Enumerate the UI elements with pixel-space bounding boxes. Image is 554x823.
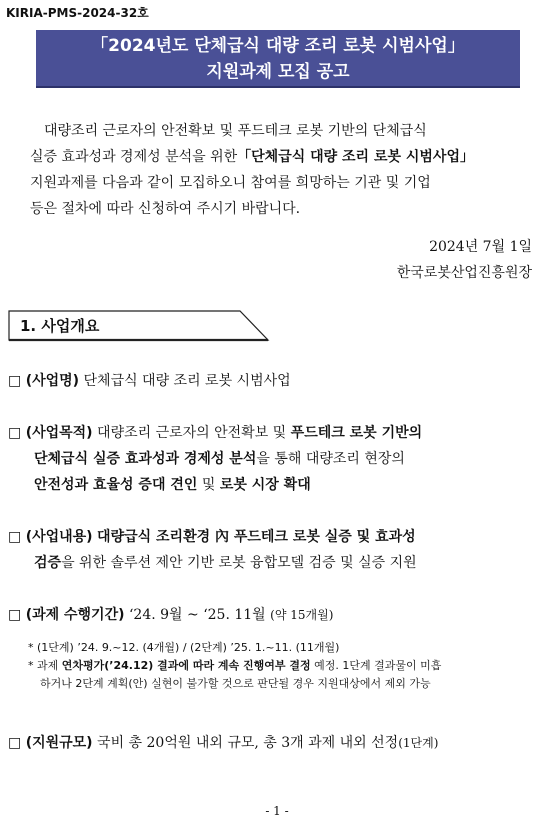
issuing-organization: 한국로봇산업진흥원장 <box>396 265 532 281</box>
item-key: (지원규모) <box>25 735 93 751</box>
period-note-3: 하거나 2단계 계획(안) 실현이 불가할 것으로 판단될 경우 지원대상에서 제외 가능 <box>40 677 431 690</box>
title-line-2: 지원과제 모집 공고 <box>206 62 350 82</box>
item-line <box>8 524 536 550</box>
item-text: 대량조리 근로자의 안전확보 및 <box>97 425 287 441</box>
item-key: (사업내용) <box>25 529 93 545</box>
overview-item-name <box>8 368 536 394</box>
page-number: - 1 - <box>265 804 289 818</box>
checkbox-icon: □ <box>8 373 22 389</box>
period-note-2 <box>28 657 540 674</box>
checkbox-icon: □ <box>8 735 22 751</box>
item-text: 및 <box>201 477 216 493</box>
item-highlight: 안전성과 효율성 증대 견인 <box>34 477 198 493</box>
item-text: 을 위한 솔루션 제안 기반 로봇 융합모델 검증 및 실증 지원 <box>61 555 417 571</box>
section-header <box>8 310 268 340</box>
checkbox-icon: □ <box>8 425 22 441</box>
item-text: 을 통해 대량조리 현장의 <box>256 451 405 467</box>
item-line <box>8 550 536 576</box>
intro-line: 지원과제를 다음과 같이 모집하오니 참여를 희망하는 기관 및 기업 <box>30 175 431 191</box>
intro-highlight: 「단체급식 대량 조리 로봇 시범사업」 <box>237 149 474 165</box>
checkbox-icon: □ <box>8 529 22 545</box>
intro-line: 대량조리 근로자의 안전확보 및 푸드테크 로봇 기반의 단체급식 <box>44 123 427 139</box>
title-line-1: 「2024년도 단체급식 대량 조리 로봇 시범사업」 <box>91 36 465 56</box>
item-text: ‘24. 9월 ~ ‘25. 11월 <box>128 607 266 623</box>
item-line <box>8 472 536 498</box>
item-subtext: (1단계) <box>398 736 439 750</box>
note-text: * 과제 <box>28 659 59 672</box>
overview-item-content <box>8 524 536 576</box>
section-title: 1. 사업개요 <box>20 317 100 335</box>
intro-paragraph <box>30 118 530 222</box>
item-highlight: 단체급식 실증 효과성과 경제성 분석 <box>34 451 257 467</box>
item-highlight: 대량급식 조리환경 內 푸드테크 로봇 실증 및 효과성 <box>97 529 416 545</box>
note-highlight: 연차평가(’24.12) 결과에 따라 계속 진행여부 결정 <box>61 659 311 672</box>
announcement-date: 2024년 7월 1일 <box>429 239 532 255</box>
item-key: (과제 수행기간) <box>25 607 125 623</box>
period-note-1: * (1단계) ’24. 9.~12. (4개월) / (2단계) ’25. 1.~11. (11개월) <box>28 641 340 654</box>
item-key: (사업명) <box>25 373 80 389</box>
item-line <box>8 446 536 472</box>
intro-line: 등은 절차에 따라 신청하여 주시기 바랍니다. <box>30 201 301 217</box>
item-line <box>8 420 536 446</box>
item-highlight: 로봇 시장 확대 <box>219 477 311 493</box>
item-highlight: 푸드테크 로봇 기반의 <box>290 425 423 441</box>
item-text: 국비 총 20억원 내외 규모, 총 3개 과제 내외 선정 <box>97 735 399 751</box>
item-key: (사업목적) <box>25 425 93 441</box>
overview-item-purpose <box>8 420 536 498</box>
checkbox-icon: □ <box>8 607 22 623</box>
intro-line <box>30 144 530 170</box>
item-subtext: (약 15개월) <box>270 608 334 622</box>
overview-item-scale <box>8 730 536 756</box>
item-highlight: 검증 <box>34 555 62 571</box>
intro-text: 실증 효과성과 경제성 분석을 위한 <box>30 149 238 165</box>
note-text: 예정. 1단계 결과물이 미흡 <box>314 659 442 672</box>
title-banner <box>36 30 520 88</box>
overview-item-period <box>8 602 536 628</box>
document-id: KIRIA-PMS-2024-32호 <box>6 6 149 20</box>
item-text: 단체급식 대량 조리 로봇 시범사업 <box>83 373 291 389</box>
